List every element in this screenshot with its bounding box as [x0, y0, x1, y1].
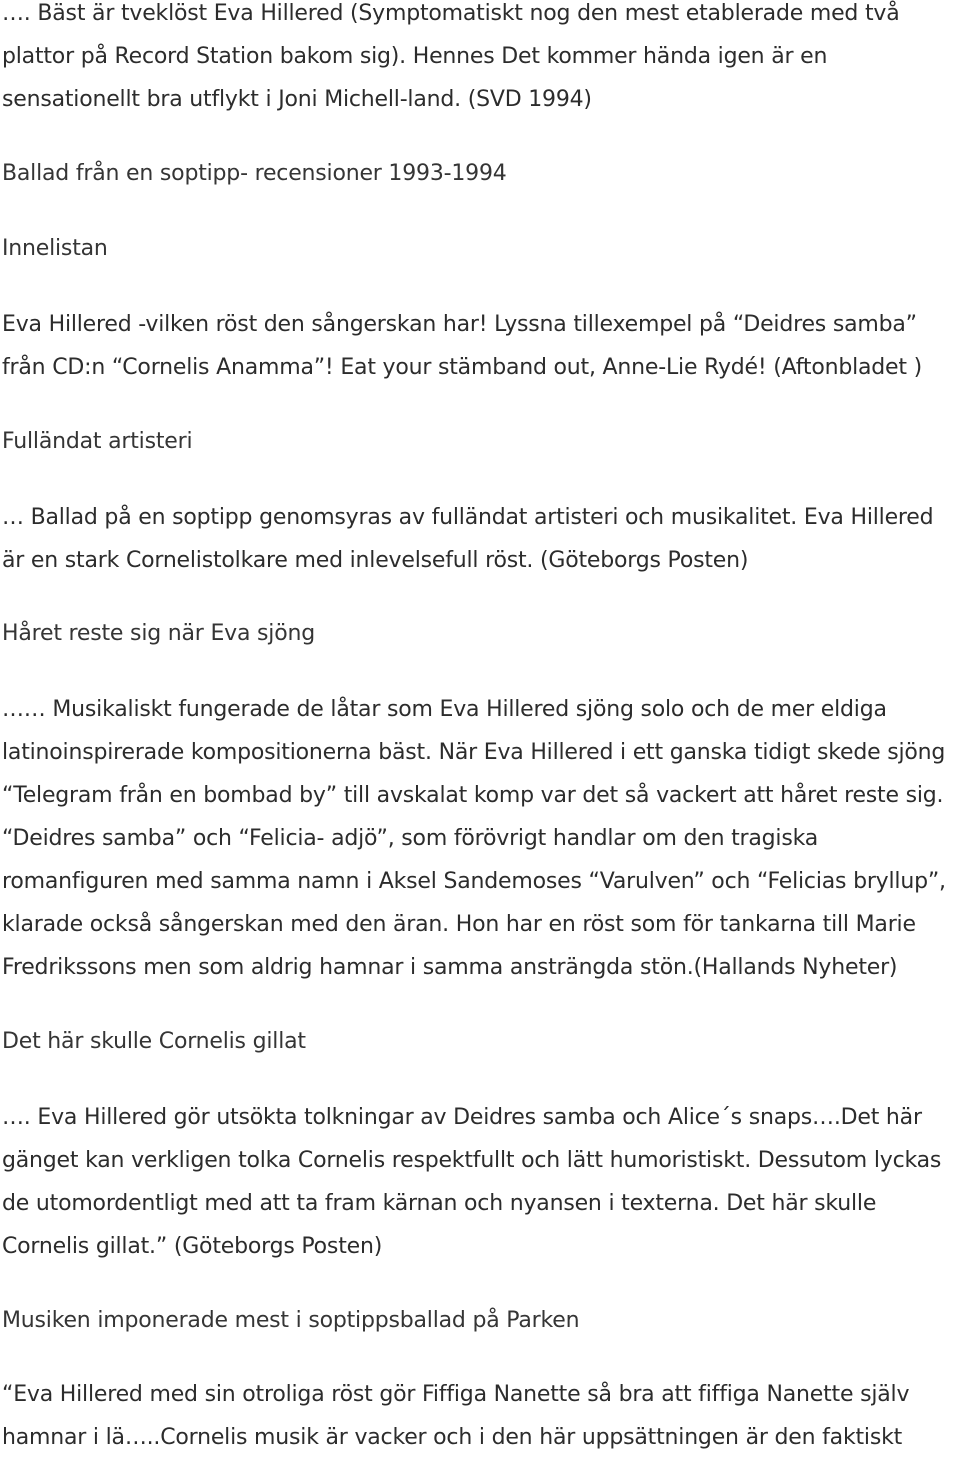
review-quote-svd: …. Bäst är tveklöst Eva Hillered (Symptomatiskt nog den mest etablerade med två plattor på Record Station bakom sig). Hennes Det kommer hända igen är en sensationellt bra utflykt i Joni Michell-land. (SVD 1994)	[2, 1, 900, 112]
section-heading-haret: Håret reste sig när Eva sjöng	[2, 621, 315, 646]
section-heading-cornelis-gillat: Det här skulle Cornelis gillat	[2, 1029, 306, 1054]
review-quote-gp-1: … Ballad på en soptipp genomsyras av fulländat artisteri och musikalitet. Eva Hillered är en stark Cornelistolkare med inlevelsefull röst. (Göteborgs Posten)	[2, 505, 934, 573]
section-heading-parken: Musiken imponerade mest i soptippsballad på Parken	[2, 1308, 580, 1333]
section-heading-recensioner: Ballad från en soptipp- recensioner 1993-1994	[2, 161, 507, 186]
section-heading-fullandat: Fulländat artisteri	[2, 429, 193, 454]
section-heading-innelistan: Innelistan	[2, 236, 108, 261]
review-quote-gp-2: …. Eva Hillered gör utsökta tolkningar av Deidres samba och Alice´s snaps….Det här gänget kan verkligen tolka Cornelis respektfullt och lätt humoristiskt. Dessutom lyckas de utomordentligt med att ta fram kärnan och nyansen i texterna. Det här skulle Cornelis gillat.” (Göteborgs Posten)	[2, 1105, 942, 1259]
review-quote-parken: “Eva Hillered med sin otroliga röst gör Fiffiga Nanette så bra att fiffiga Nanette själv hamnar i lä…..Cornelis musik är vacker och i den här uppsättningen är den faktiskt	[2, 1382, 910, 1450]
review-quote-aftonbladet: Eva Hillered -vilken röst den sångerskan har! Lyssna tillexempel på “Deidres samba” från CD:n “Cornelis Anamma”! Eat your stämband out, Anne-Lie Rydé! (Aftonbladet )	[2, 312, 922, 380]
review-quote-hallands-nyheter: …… Musikaliskt fungerade de låtar som Eva Hillered sjöng solo och de mer eldiga latinoinspirerade kompositionerna bäst. När Eva Hillered i ett ganska tidigt skede sjöng “Telegram från en bombad by” till avskalat komp var det så vackert att håret reste sig. “Deidres samba” och “Felicia- adjö”, som förövrigt handlar om den tragiska romanfiguren med samma namn i Aksel Sandemoses “Varulven” och “Felicias bryllup”, klarade också sångerskan med den äran. Hon har en röst som för tankarna till Marie Fredrikssons men som aldrig hamnar i samma ansträngda stön.(Hallands Nyheter)	[2, 697, 946, 980]
